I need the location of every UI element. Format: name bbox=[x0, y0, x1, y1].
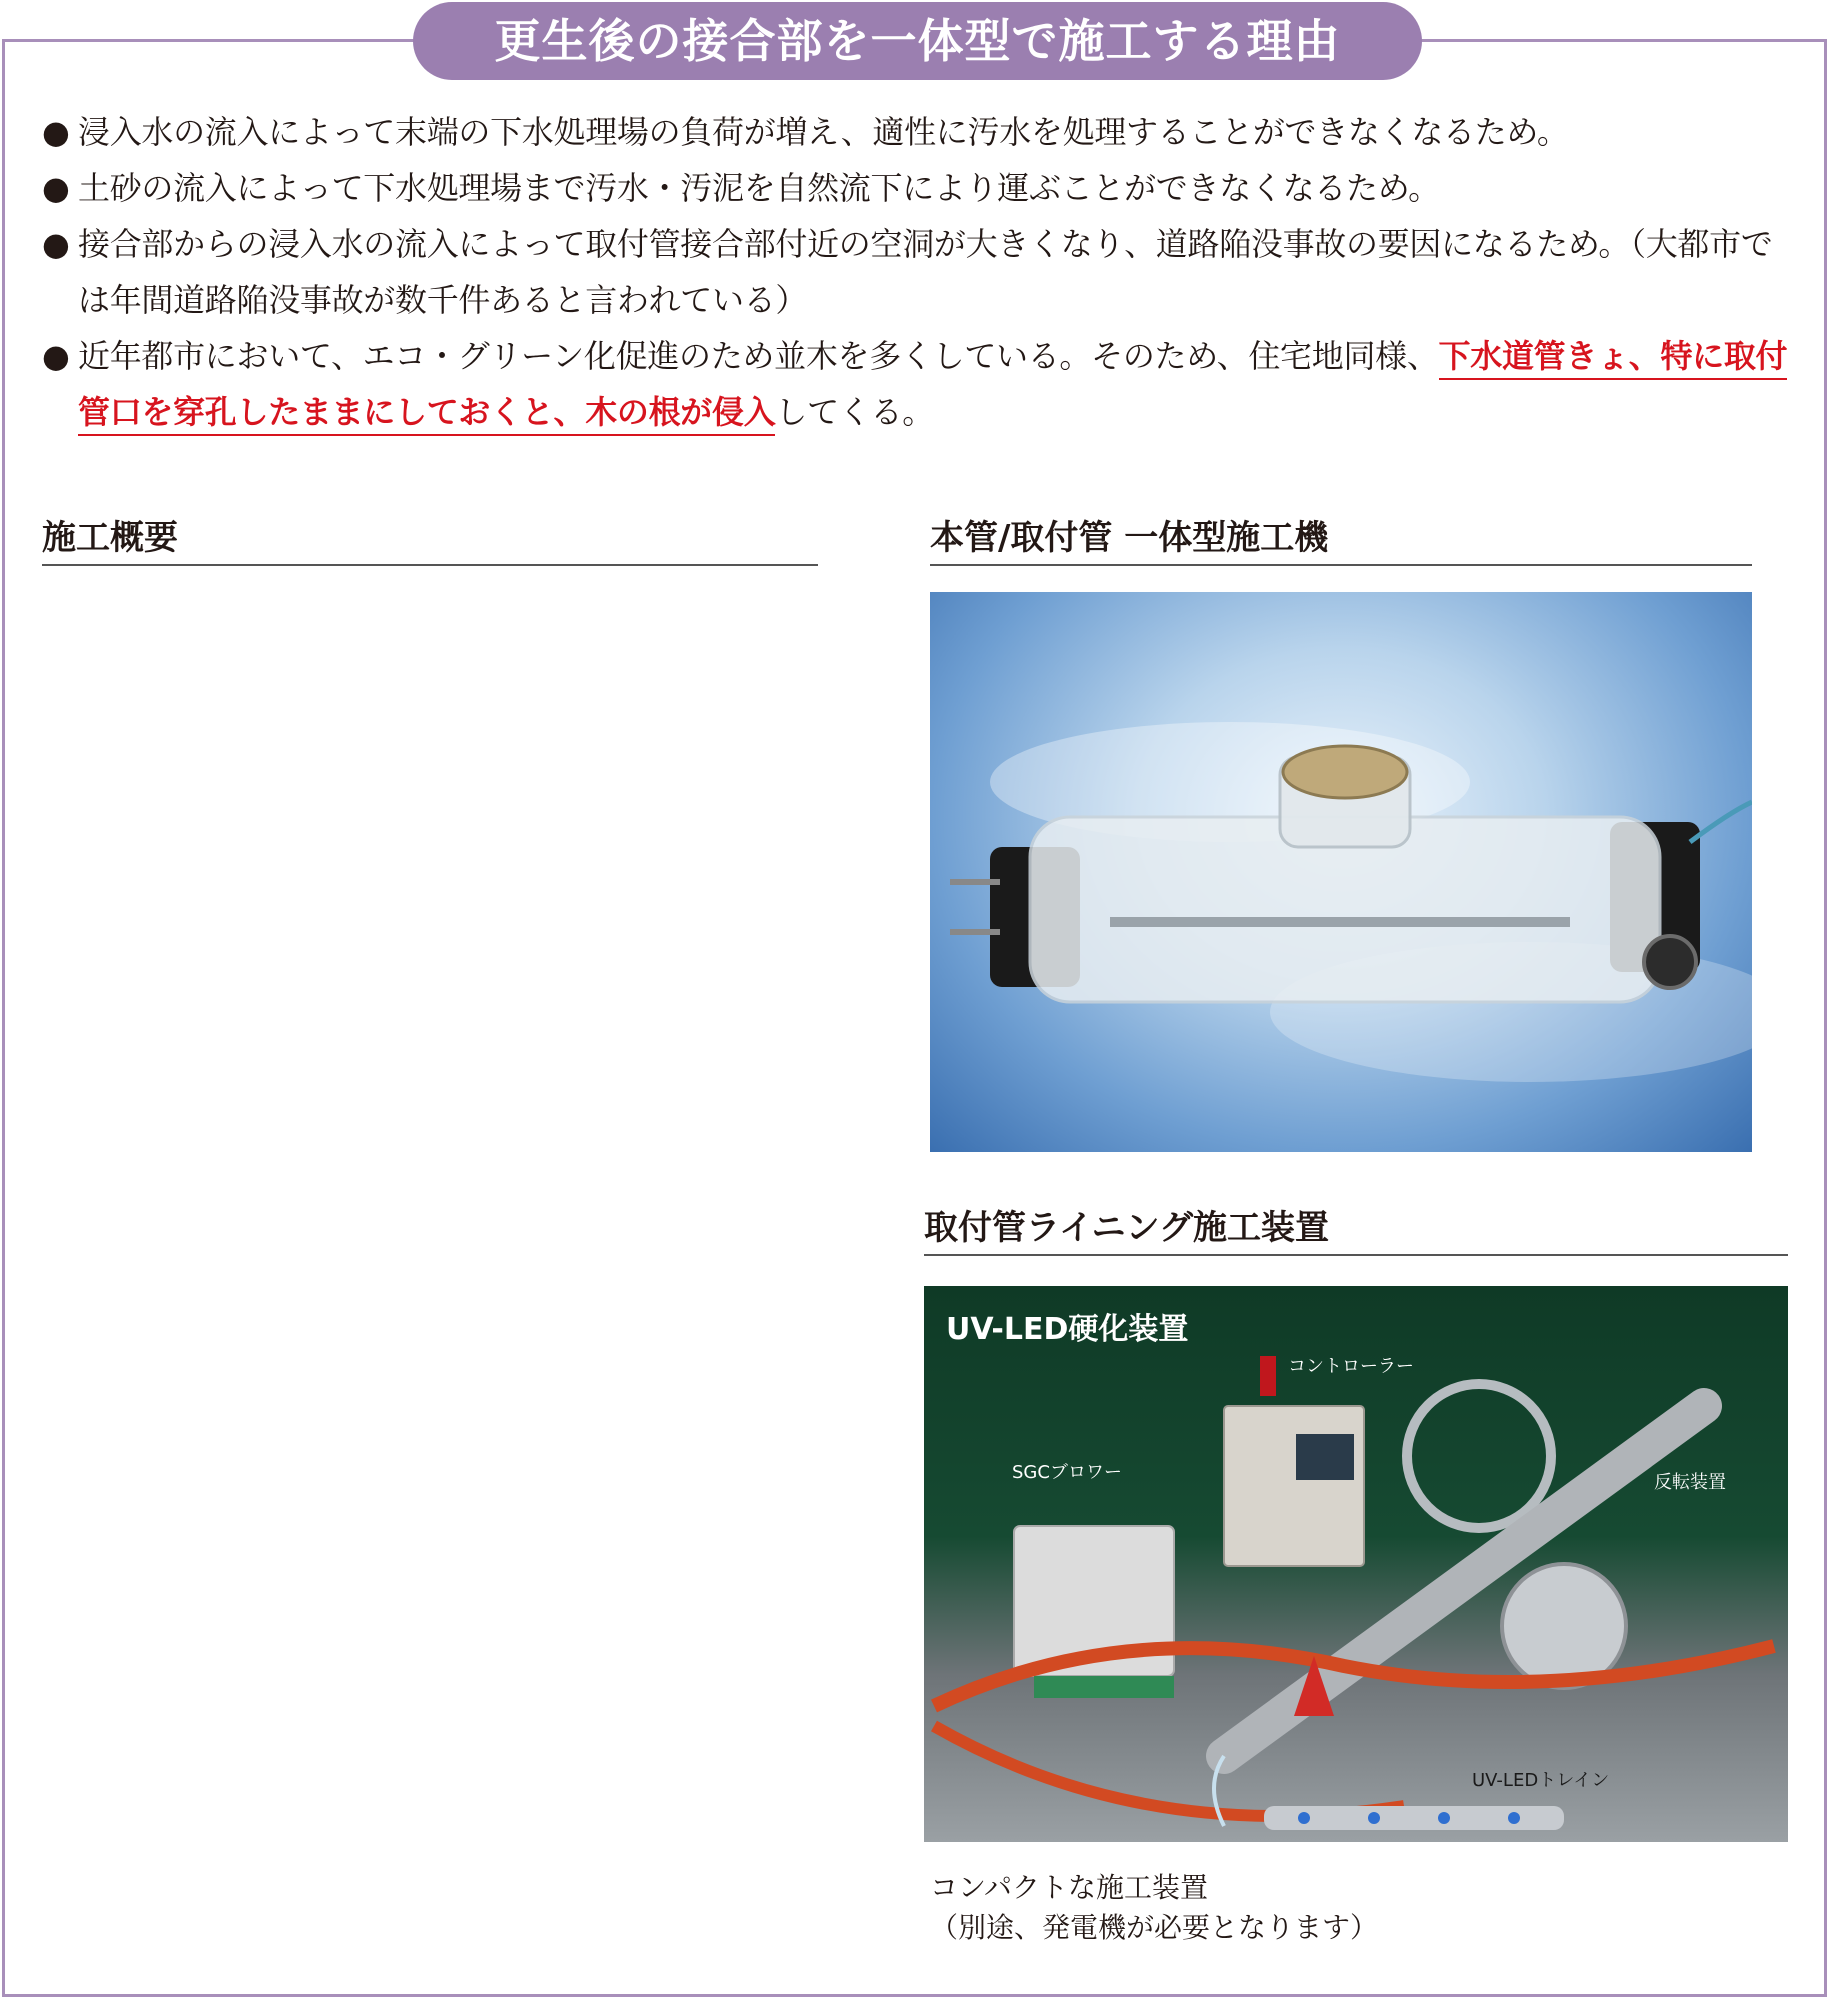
bullet-icon: ● bbox=[42, 225, 70, 263]
reason-item bbox=[42, 104, 1802, 160]
reason-text: 浸入水の流入によって末端の下水処理場の負荷が増え、適性に汚水を処理することができなくなるため。 bbox=[78, 113, 1569, 151]
device-photo-title: UV-LED硬化装置 bbox=[946, 1312, 1189, 1347]
section-heading-machine: 本管/取付管 一体型施工機 bbox=[930, 518, 1329, 558]
label-train: UV-LEDトレイン bbox=[1472, 1770, 1610, 1791]
device-caption bbox=[930, 1868, 1378, 1948]
lining-device-photo bbox=[924, 1286, 1788, 1842]
bullet-icon: ● bbox=[42, 169, 70, 207]
heading-divider bbox=[42, 564, 818, 566]
reason-item bbox=[42, 328, 1802, 440]
label-controller: コントローラー bbox=[1288, 1356, 1414, 1377]
reason-text: してくる。 bbox=[775, 393, 934, 431]
reason-text: 近年都市において、エコ・グリーン化促進のため並木を多くしている。そのため、住宅地同様、 bbox=[78, 337, 1439, 375]
heading-divider bbox=[930, 564, 1752, 566]
section-heading-lining: 取付管ライニング施工装置 bbox=[924, 1208, 1329, 1248]
reason-item bbox=[42, 160, 1802, 216]
reason-list bbox=[42, 104, 1802, 440]
reason-text: 土砂の流入によって下水処理場まで汚水・汚泥を自然流下により運ぶことができなくなるため。 bbox=[78, 169, 1440, 207]
page-title: 更生後の接合部を一体型で施工する理由 bbox=[413, 2, 1422, 80]
section-heading-overview: 施工概要 bbox=[42, 518, 178, 558]
bullet-icon: ● bbox=[42, 337, 70, 375]
label-blower: SGCブロワー bbox=[1012, 1462, 1122, 1483]
machine-photo bbox=[930, 592, 1752, 1152]
bullet-icon: ● bbox=[42, 113, 70, 151]
machine-illustration bbox=[930, 592, 1752, 1152]
label-reverser: 反転装置 bbox=[1654, 1472, 1726, 1493]
caption-line: コンパクトな施工装置 bbox=[930, 1871, 1209, 1904]
heading-divider bbox=[924, 1254, 1788, 1256]
caption-line: （別途、発電機が必要となります） bbox=[930, 1911, 1379, 1944]
reason-text: 接合部からの浸入水の流入によって取付管接合部付近の空洞が大きくなり、道路陥没事故の要因になるため。（大都市では年間道路陥没事故が数千件あると言われている） bbox=[78, 225, 1773, 319]
reason-item bbox=[42, 216, 1802, 328]
reason-highlight: 下水道管きょ、特に取付管口を穿孔したままにしておくと、木の根が侵入 bbox=[78, 337, 1787, 436]
